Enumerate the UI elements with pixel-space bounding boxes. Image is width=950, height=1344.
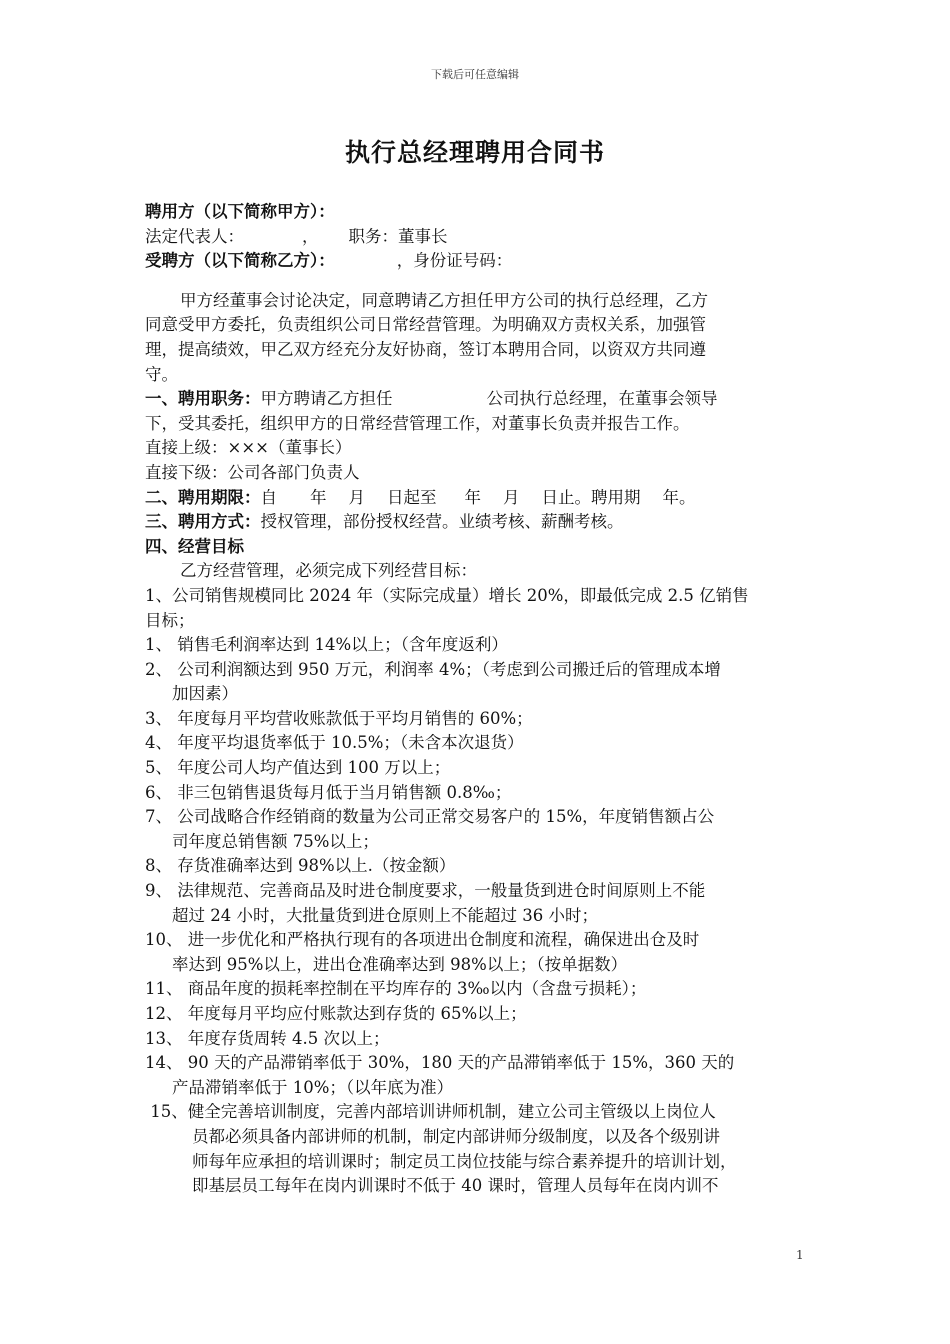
list-item: 8、 存货准确率达到 98%以上.（按金额） xyxy=(145,856,456,876)
employer-label: 聘用方（以下简称甲方）： xyxy=(145,202,335,221)
page-number: 1 xyxy=(796,1248,804,1262)
list-item-continuation: 超过 24 小时，大批量货到进仓原则上不能超过 36 小时； xyxy=(172,905,598,925)
list-item: 13、 年度存货周转 4.5 次以上； xyxy=(145,1028,390,1048)
intro-line-3: 理，提高绩效，甲乙双方经充分友好协商，签订本聘用合同，以资双方共同遵 xyxy=(145,339,706,359)
list-item: 14、 90 天的产品滞销率低于 30%，180 天的产品滞销率低于 15%，360 天的 xyxy=(145,1053,735,1073)
list-item-continuation: 率达到 95%以上，进出仓准确率达到 98%以上；（按单据数） xyxy=(172,954,628,974)
term-text: 月 xyxy=(348,487,365,507)
list-item: 6、 非三包销售退货每月低于当月销售额 0.8‰； xyxy=(145,782,512,802)
position-label: 职务：董事长 xyxy=(348,226,448,246)
list-item: 2、 公司利润额达到 950 万元，利润率 4%；（考虑到公司搬迁后的管理成本增 xyxy=(145,659,721,679)
list-item: 10、 进一步优化和严格执行现有的各项进出仓制度和流程，确保进出仓及时 xyxy=(145,930,700,950)
list-item-continuation: 师每年应承担的培训课时；制定员工岗位技能与综合素养提升的培训计划， xyxy=(192,1151,737,1171)
employee-line xyxy=(145,249,815,274)
term-text: 日起至 xyxy=(387,487,437,507)
section-3-text: 授权管理，部份授权经营。业绩考核、薪酬考核。 xyxy=(260,512,624,532)
section-1-text-b: 公司执行总经理，在董事会领导 xyxy=(486,389,718,409)
list-item: 15、健全完善培训制度，完善内部培训讲师机制，建立公司主管级以上岗位人 xyxy=(145,1102,716,1122)
employee-label: 受聘方（以下简称乙方）： xyxy=(145,251,335,271)
intro-line-4: 守。 xyxy=(145,364,178,384)
direct-superior: 直接上级：×××（董事长） xyxy=(145,438,352,458)
document-title: 执行总经理聘用合同书 xyxy=(344,138,605,167)
term-text: 年 xyxy=(310,487,327,507)
list-item-continuation: 目标； xyxy=(145,610,195,630)
rep-comma: ， xyxy=(302,226,319,246)
section-1-line-2: 下，受其委托，组织甲方的日常经营管理工作，对董事长负责并报告工作。 xyxy=(145,413,690,433)
list-item-continuation: 加因素） xyxy=(172,684,238,704)
document-body xyxy=(145,200,815,1199)
list-item-continuation: 产品滞销率低于 10%；（以年底为准） xyxy=(172,1077,454,1097)
page-header-note: 下载后可任意编辑 xyxy=(431,68,519,81)
term-text: 自 xyxy=(260,487,277,507)
list-item-continuation: 员都必须具备内部讲师的机制，制定内部讲师分级制度，以及各个级别讲 xyxy=(192,1126,720,1146)
list-item: 12、 年度每月平均应付账款达到存货的 65%以上； xyxy=(145,1004,527,1023)
direct-subordinate: 直接下级：公司各部门负责人 xyxy=(145,462,360,482)
list-item-continuation: 即基层员工每年在岗内训课时不低于 40 课时，管理人员每年在岗内训不 xyxy=(192,1176,719,1196)
section-4-lead: 乙方经营管理，必须完成下列经营目标： xyxy=(180,561,477,581)
list-item: 3、 年度每月平均营收账款低于平均月销售的 60%； xyxy=(145,708,533,728)
term-text: 年 xyxy=(464,487,481,507)
list-item: 9、 法律规范、完善商品及时进仓制度要求，一般量货到进仓时间原则上不能 xyxy=(145,881,706,901)
section-2-line xyxy=(145,486,815,511)
intro-line-1: 甲方经董事会讨论决定，同意聘请乙方担任甲方公司的执行总经理，乙方 xyxy=(180,290,708,310)
section-1-heading: 一、聘用职务： xyxy=(145,389,261,409)
list-item: 1、 销售毛利润率达到 14%以上；（含年度返利） xyxy=(145,635,508,655)
list-item: 7、 公司战略合作经销商的数量为公司正常交易客户的 15%，年度销售额占公 xyxy=(145,807,715,827)
section-2-heading: 二、聘用期限： xyxy=(145,487,261,507)
id-label: ，身份证号码： xyxy=(396,251,513,271)
section-1-text-a: 甲方聘请乙方担任 xyxy=(260,389,393,409)
term-text: 年。 xyxy=(662,487,696,507)
rep-label: 法定代表人： xyxy=(145,226,244,246)
section-3-line xyxy=(145,510,815,535)
term-text: 日止。聘用期 xyxy=(541,487,641,507)
list-item: 4、 年度平均退货率低于 10.5%；（未含本次退货） xyxy=(145,733,524,753)
representative-line xyxy=(145,225,815,250)
list-item: 1、公司销售规模同比 2024 年（实际完成量）增长 20%，即最低完成 2.5 亿销售 xyxy=(145,585,749,605)
section-4-heading: 四、经营目标 xyxy=(145,536,244,556)
term-text: 月 xyxy=(503,487,520,507)
section-3-heading: 三、聘用方式： xyxy=(145,512,261,532)
list-item: 11、 商品年度的损耗率控制在平均库存的 3‰以内（含盘亏损耗）； xyxy=(145,979,647,999)
section-1-line-1 xyxy=(145,387,815,412)
list-item: 5、 年度公司人均产值达到 100 万以上； xyxy=(145,758,451,778)
list-item-continuation: 司年度总销售额 75%以上； xyxy=(172,831,379,851)
intro-line-2: 同意受甲方委托，负责组织公司日常经营管理。为明确双方责权关系，加强管 xyxy=(145,315,706,335)
